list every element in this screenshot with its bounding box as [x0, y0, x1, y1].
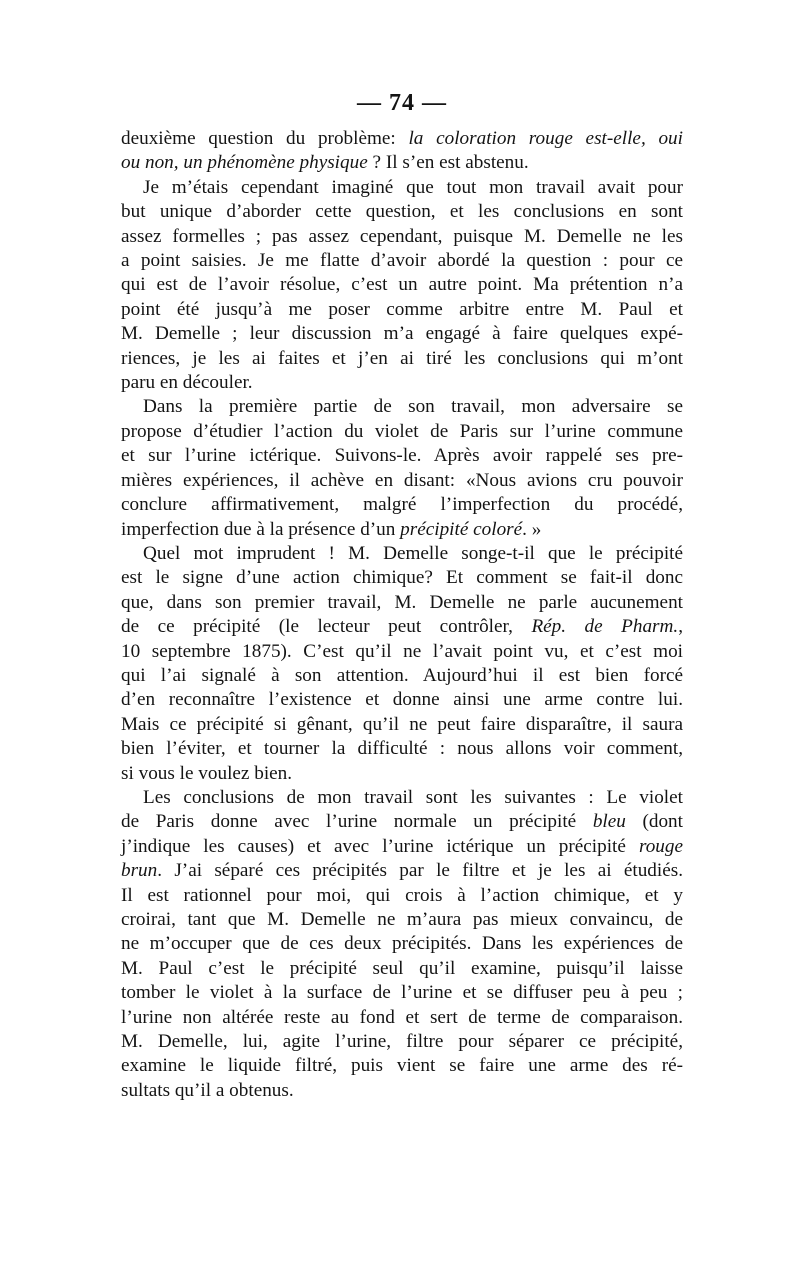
text-line — [121, 225, 683, 249]
text-line — [121, 786, 683, 810]
italic-text-run: brun — [121, 860, 158, 882]
text-run: . J’ai séparé ces précipités par le filtre et je les ai étudiés. — [157, 860, 683, 882]
text-line — [121, 127, 683, 151]
text-line — [121, 1079, 683, 1103]
book-page — [121, 88, 683, 1103]
text-run: a point saisies. Je me flatte d’avoir abordé la question : pour ce — [121, 250, 683, 272]
text-run: bien l’éviter, et tourner la difficulté : nous allons voir comment, — [121, 738, 683, 760]
text-line — [121, 737, 683, 761]
text-run: croirai, tant que M. Demelle ne m’aura pas mieux convaincu, de — [121, 909, 683, 930]
text-line — [121, 566, 683, 590]
text-line — [121, 200, 683, 224]
text-run: imperfection due à la présence d’un — [121, 518, 401, 540]
paragraph — [121, 395, 683, 541]
text-run: 10 septembre 1875). C’est qu’il ne l’avait point vu, et c’est moi — [121, 640, 683, 662]
text-run: de Paris donne avec l’urine normale un précipité — [121, 811, 593, 833]
text-run: est le signe d’une action chimique? Et comment se fait-il donc — [121, 567, 683, 589]
text-line — [121, 1054, 683, 1078]
text-line — [121, 810, 683, 834]
text-line — [121, 981, 683, 1005]
text-line — [121, 420, 683, 444]
text-run: , — [678, 616, 683, 638]
text-line — [121, 493, 683, 517]
text-run: d’en reconnaître l’existence et donne ainsi une arme contre lui. — [121, 689, 683, 711]
italic-text-run: bleu — [592, 811, 626, 833]
text-run: l’urine non altérée reste au fond et sert de terme de comparaison. — [121, 1006, 683, 1028]
text-line — [121, 615, 683, 639]
text-run: M. Paul c’est le précipité seul qu’il examine, puisqu’il laisse — [121, 957, 683, 979]
text-run: et sur l’urine ictérique. Suivons-le. Après avoir rappelé ses pre- — [121, 445, 683, 467]
text-line — [121, 932, 683, 956]
text-run: Dans la première partie de son travail, mon adversaire se — [143, 396, 683, 418]
text-line — [121, 395, 683, 419]
text-line — [121, 273, 683, 297]
text-run: j’indique les causes) et avec l’urine ictérique un précipité — [121, 835, 639, 857]
text-run: . » — [522, 518, 542, 540]
text-run: si vous le voulez bien. — [121, 762, 293, 784]
text-run: deuxième question du problème: — [121, 128, 409, 149]
text-run: Je m’étais cependant imaginé que tout mon travail avait pour — [143, 176, 683, 198]
italic-text-run: rouge — [638, 835, 683, 857]
text-run: conclure affirmativement, malgré l’imperfection du procédé, — [121, 494, 683, 516]
text-line — [121, 176, 683, 200]
page-number: — 74 — — [357, 90, 447, 116]
text-line — [121, 835, 683, 859]
text-run: ? Il s’en est abstenu. — [367, 152, 529, 174]
italic-text-run: précipité coloré — [400, 518, 523, 540]
text-run: paru en découler. — [121, 372, 253, 394]
text-line — [121, 249, 683, 273]
text-run: que, dans son premier travail, M. Demelle ne parle aucunement — [121, 591, 683, 613]
text-run: sultats qu’il a obtenus. — [121, 1079, 294, 1101]
text-run: (dont — [625, 811, 683, 833]
text-line — [121, 444, 683, 468]
text-run: assez formelles ; pas assez cependant, puisque M. Demelle ne les — [121, 225, 683, 247]
text-line — [121, 713, 683, 737]
text-line — [121, 298, 683, 322]
text-line — [121, 859, 683, 883]
text-line — [121, 884, 683, 908]
body-text — [121, 127, 683, 1103]
text-line — [121, 151, 683, 175]
text-line — [121, 640, 683, 664]
text-line — [121, 542, 683, 566]
paragraph — [121, 127, 683, 176]
text-run: point été jusqu’à me poser comme arbitre entre M. Paul et — [121, 298, 683, 320]
text-run: M. Demelle, lui, agite l’urine, filtre pour séparer ce précipité, — [121, 1031, 683, 1053]
text-line — [121, 664, 683, 688]
text-line — [121, 322, 683, 346]
text-run: Quel mot imprudent ! M. Demelle songe-t-il que le précipité — [143, 542, 683, 564]
text-run: but unique d’aborder cette question, et les conclusions en sont — [121, 201, 683, 223]
text-run: qui est de l’avoir résolue, c’est un autre point. Ma prétention n’a — [121, 274, 683, 296]
text-run: Il est rationnel pour moi, qui crois à l’action chimique, et y — [121, 884, 683, 906]
text-run: examine le liquide filtré, puis vient se faire une arme des ré- — [121, 1055, 683, 1077]
italic-text-run: ou non, un phénomène physique — [121, 152, 368, 174]
text-line — [121, 469, 683, 493]
text-line — [121, 688, 683, 712]
text-run: tomber le violet à la surface de l’urine et se diffuser peu à peu ; — [121, 982, 683, 1004]
italic-text-run: Rép. de Pharm. — [531, 616, 679, 638]
text-run: M. Demelle ; leur discussion m’a engagé à faire quelques expé- — [121, 323, 683, 345]
text-run: propose d’étudier l’action du violet de Paris sur l’urine commune — [121, 420, 683, 442]
text-line — [121, 347, 683, 371]
text-line — [121, 762, 683, 786]
text-line — [121, 957, 683, 981]
text-line — [121, 1030, 683, 1054]
text-line — [121, 518, 683, 542]
text-run: de ce précipité (le lecteur peut contrôler, — [121, 616, 532, 638]
paragraph — [121, 786, 683, 1103]
text-line — [121, 1006, 683, 1030]
text-line — [121, 908, 683, 932]
text-run: qui l’ai signalé à son attention. Aujourd’hui il est bien forcé — [121, 664, 683, 686]
text-line — [121, 591, 683, 615]
paragraph — [121, 542, 683, 786]
text-run: ne m’occuper que de ces deux précipités. Dans les expériences de — [121, 933, 683, 955]
text-line — [121, 371, 683, 395]
text-run: riences, je les ai faites et j’en ai tiré les conclusions qui m’ont — [121, 347, 683, 369]
text-run: Les conclusions de mon travail sont les suivantes : Le violet — [143, 786, 683, 808]
text-run: mières expériences, il achève en disant: «Nous avions cru pouvoir — [121, 469, 683, 491]
paragraph — [121, 176, 683, 396]
italic-text-run: la coloration rouge est-elle, oui — [408, 128, 683, 149]
text-run: Mais ce précipité si gênant, qu’il ne peut faire disparaître, il saura — [121, 713, 683, 735]
